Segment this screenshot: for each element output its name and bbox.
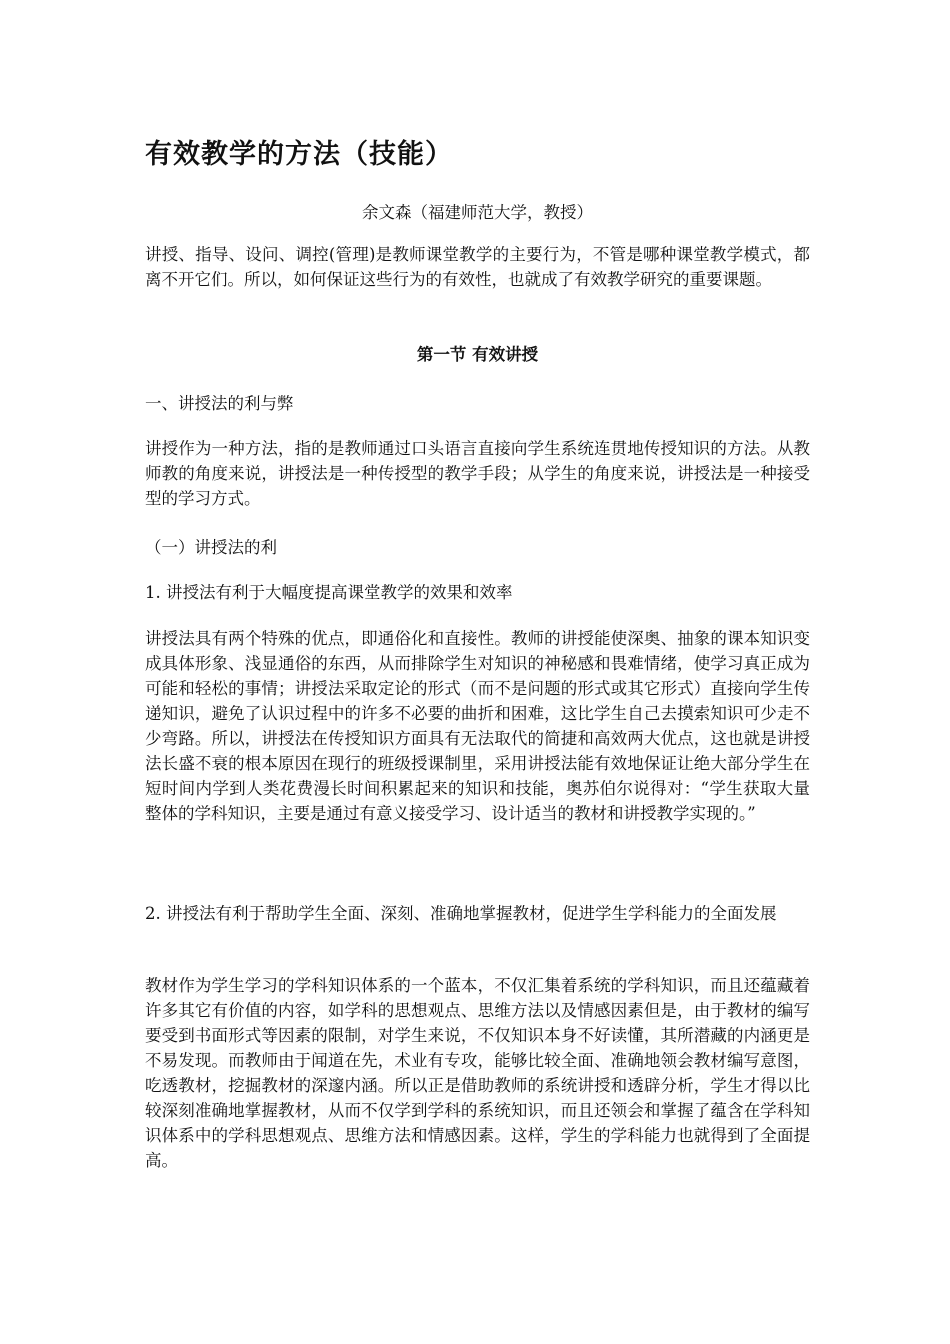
sub-heading-advantages: （一）讲授法的利 [145,538,277,557]
point-2-body: 教材作为学生学习的学科知识体系的一个蓝本，不仅汇集着系统的学科知识，而且还蕴藏着许多其它有价值的内容，如学科的思想观点、思维方法以及情感因素但是，由于教材的编写要受到书面形式等因素的限制，对学生来说，不仅知识本身不好读懂，其所潜藏的内涵更是不易发现。而教师由于闻道在先，术业有专攻，能够比较全面、准确地领会教材编写意图，吃透教材，挖掘教材的深邃内涵。所以正是借助教师的系统讲授和透辟分析，学生才得以比较深刻准确地掌握教材，从而不仅学到学科的系统知识，而且还领会和掌握了蕴含在学科知识体系中的学科思想观点、思维方法和情感因素。这样，学生的学科能力也就得到了全面提高。 [145,976,810,1170]
point-2-heading: 2. 讲授法有利于帮助学生全面、深刻、准确地掌握教材，促进学生学科能力的全面发展 [145,904,777,923]
author-line: 余文森（福建师范大学，教授） [362,203,593,222]
document-title: 有效教学的方法（技能） [145,139,453,170]
point-1-heading: 1. 讲授法有利于大幅度提高课堂教学的效果和效率 [145,583,513,602]
section-title: 第一节 有效讲授 [416,345,539,364]
point-1-body: 讲授法具有两个特殊的优点，即通俗化和直接性。教师的讲授能使深奥、抽象的课本知识变成具体形象、浅显通俗的东西，从而排除学生对知识的神秘感和畏难情绪，使学习真正成为可能和轻松的事情；讲授法采取定论的形式（而不是问题的形式或其它形式）直接向学生传递知识，避免了认识过程中的许多不必要的曲折和困难，这比学生自己去摸索知识可少走不少弯路。所以，讲授法在传授知识方面具有无法取代的简捷和高效两大优点，这也就是讲授法长盛不衰的根本原因在现行的班级授课制里，采用讲授法能有效地保证让绝大部分学生在短时间内学到人类花费漫长时间积累起来的知识和技能，奥苏伯尔说得对：“学生获取大量整体的学科知识，主要是通过有意义接受学习、设计适当的教材和讲授教学实现的。” [145,629,810,823]
sub-heading-pros-cons: 一、讲授法的利与弊 [145,394,294,413]
intro-paragraph: 讲授、指导、设问、调控(管理)是教师课堂教学的主要行为，不管是哪种课堂教学模式，都离不开它们。所以，如何保证这些行为的有效性，也就成了有效教学研究的重要课题。 [145,245,810,289]
definition-paragraph: 讲授作为一种方法，指的是教师通过口头语言直接向学生系统连贯地传授知识的方法。从教师教的角度来说，讲授法是一种传授型的教学手段；从学生的角度来说，讲授法是一种接受型的学习方式。 [145,439,810,508]
